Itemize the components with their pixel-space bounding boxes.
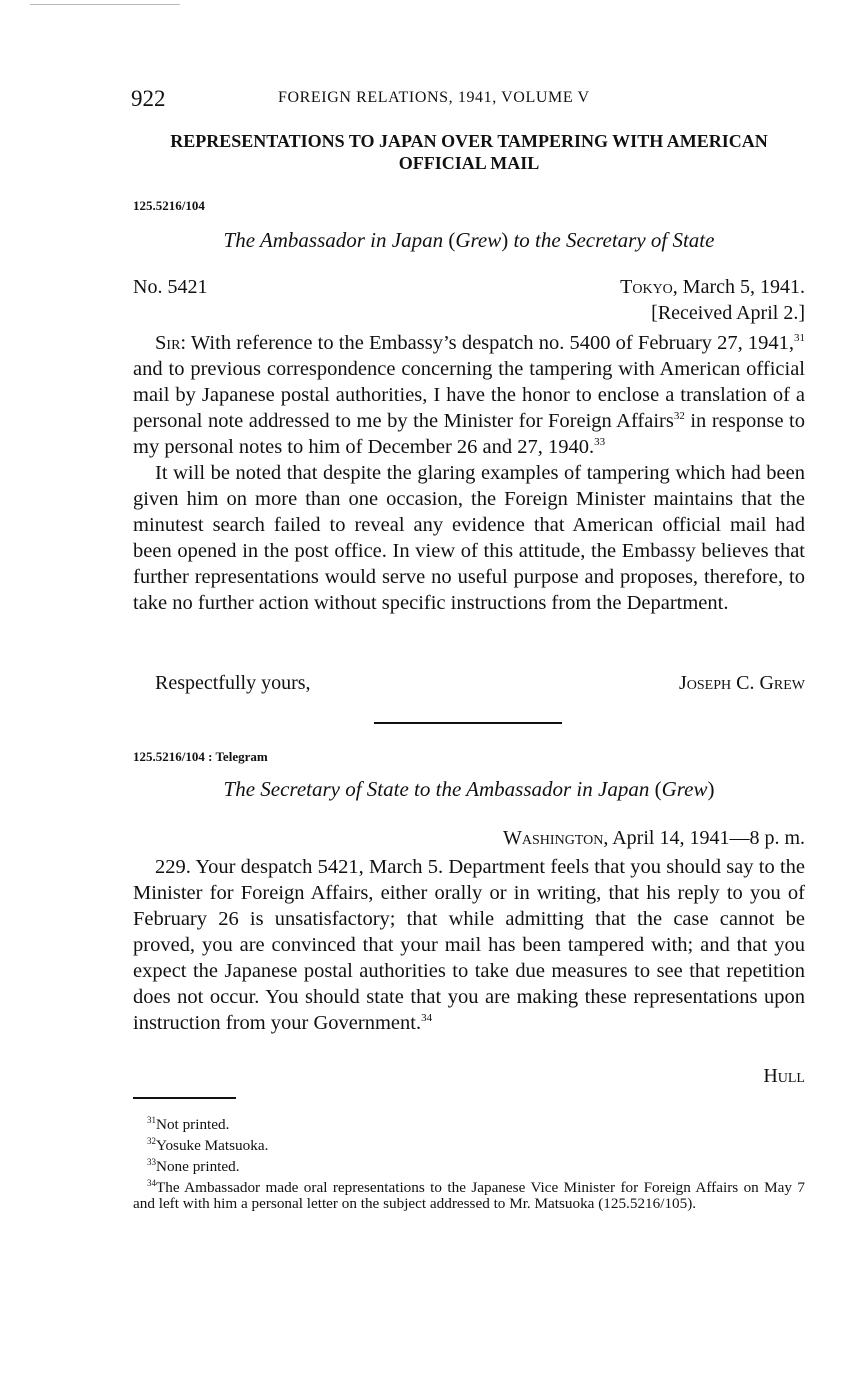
doc2-body	[133, 854, 805, 1036]
doc1-closing: Respectfully yours,	[155, 672, 311, 694]
footnote-rule	[133, 1097, 236, 1099]
footnote-ref-31: 31	[794, 332, 805, 345]
doc1-p1-part-b: and to previous correspondence concerning the tampering with American official mail by Japanese postal authorities, I have the honor to enclose a translation of a personal note addressed to me by the Minister for Foreign Affairs	[133, 358, 805, 432]
footnote-31	[133, 1112, 805, 1133]
doc1-title-pre: The Ambassador in Japan	[223, 228, 449, 252]
footnote-32	[133, 1133, 805, 1154]
doc1-number: No. 5421	[133, 276, 208, 298]
doc1-p1-part-c: in response to my personal notes to him of December 26 and 27, 1940.	[133, 410, 805, 458]
footnote-mark: 31	[147, 1115, 156, 1125]
doc2-date: , April 14, 1941—8 p. m.	[603, 827, 805, 849]
footnote-text: Yosuke Matsuoka.	[156, 1137, 269, 1155]
doc1-p1-part-a: : With reference to the Embassy’s despatch no. 5400 of February 27, 1941,	[180, 332, 794, 354]
doc1-title-paren-left: (	[448, 228, 456, 252]
doc1-title-paren-right: )	[501, 228, 509, 252]
doc1-title-name: Grew	[455, 228, 502, 252]
doc1-place-date	[620, 276, 805, 299]
page-header	[131, 86, 807, 112]
doc2-title-paren-right: )	[707, 777, 715, 801]
doc1-date: , March 5, 1941.	[672, 276, 805, 298]
doc1-title-post: to the Secretary of State	[508, 228, 715, 252]
doc2-p1-text: 229. Your despatch 5421, March 5. Department feels that you should say to the Minister for Foreign Affairs, either orally or in writing, that his reply to you of February 26 is unsatisfactory; that while admitting that the case cannot be proved, you are convinced that your mail has been tampered with; and that you expect the Japanese postal authorities to take due measures to see that repetition does not occur. You should state that you are making these representations upon instruction from your Government.	[133, 856, 805, 1034]
footnote-33	[133, 1154, 805, 1175]
footnote-text: The Ambassador made oral representations to the Japanese Vice Minister for Foreign Affairs on May 7 and left with him a personal letter on the subject addressed to Mr. Matsuoka (125.5216/105).	[133, 1179, 805, 1213]
doc2-signature: Hull	[763, 1065, 805, 1087]
footnote-text: None printed.	[156, 1158, 240, 1176]
doc1-received-line	[133, 302, 805, 328]
footnote-text: Not printed.	[156, 1116, 230, 1134]
doc2-signature-line	[133, 1065, 805, 1091]
section-divider	[374, 722, 562, 724]
doc1-place: Tokyo	[620, 276, 673, 298]
doc2-title-pre: The Secretary of State to the Ambassador in Japan	[223, 777, 655, 801]
doc1-closing-line	[133, 672, 805, 698]
doc1-signature: Joseph C. Grew	[678, 672, 805, 694]
doc2-title-name: Grew	[661, 777, 708, 801]
doc1-title	[131, 228, 807, 253]
scan-artifact-line	[30, 4, 180, 5]
doc2-title-paren-left: (	[654, 777, 662, 801]
doc1-received: [Received April 2.]	[651, 302, 805, 324]
footnote-ref-34: 34	[421, 1012, 433, 1025]
footnotes	[133, 1112, 805, 1212]
doc1-body	[133, 330, 805, 616]
doc2-place: Washington	[503, 827, 604, 849]
running-head: FOREIGN RELATIONS, 1941, VOLUME V	[278, 89, 590, 106]
footnote-mark: 34	[147, 1178, 156, 1189]
doc2-dateline	[133, 827, 805, 853]
footnote-ref-32: 32	[673, 410, 685, 423]
section-title: REPRESENTATIONS TO JAPAN OVER TAMPERING WITH AMERICAN OFFICIAL MAIL	[170, 131, 768, 173]
footnote-mark: 33	[147, 1157, 156, 1168]
doc2-place-date	[503, 827, 805, 850]
doc1-dateline	[133, 276, 805, 302]
doc2-title	[131, 777, 807, 802]
doc1-salutation: Sir	[155, 332, 181, 354]
doc1-paragraph-2: It will be noted that despite the glaring examples of tampering which had been given him on more than one occasion, the Foreign Minister maintains that the minutest search failed to reveal any evidence that American official mail had been opened in the post office. In view of this attitude, the Embassy believes that further representations would serve no useful purpose and proposes, therefore, to take no further action without specific instructions from the Department.	[133, 462, 805, 614]
footnote-mark: 32	[147, 1136, 156, 1147]
page-number: 922	[131, 86, 166, 111]
footnote-34	[133, 1175, 805, 1212]
doc2-file-number: 125.5216/104 : Telegram	[133, 749, 268, 764]
doc1-paragraph-1	[133, 330, 805, 460]
doc1-file-number: 125.5216/104	[133, 198, 205, 213]
footnote-ref-33: 33	[594, 436, 606, 449]
doc2-paragraph-1	[133, 854, 805, 1036]
